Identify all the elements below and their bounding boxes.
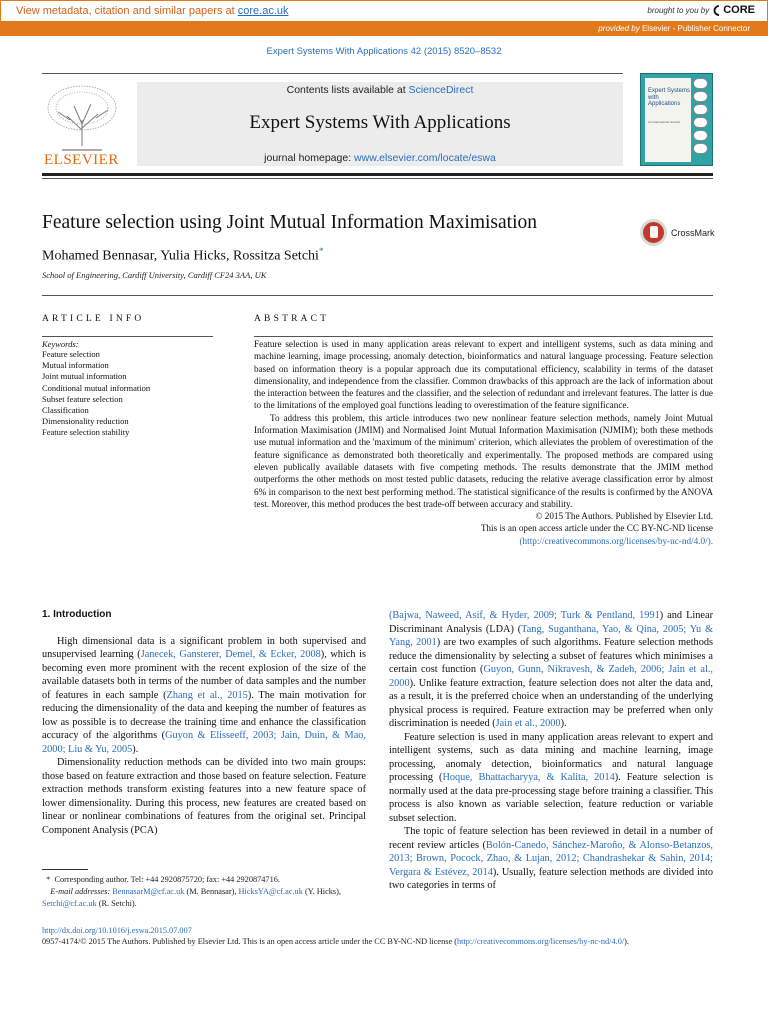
keyword-item: Conditional mutual information — [42, 382, 151, 393]
keyword-list — [42, 349, 150, 439]
body-text: Feature selection is used in many application areas relevant to expert and intelligent systems, such as data mining and machine learning, image processing, anomaly detection, bioinformatics and natural language processing ( — [389, 731, 713, 783]
core-metadata-label: View metadata, citation and similar papers at — [16, 5, 238, 17]
brought-by-label: brought to you by — [647, 5, 710, 15]
abstract-copyright: © 2015 The Authors. Published by Elsevier Ltd. — [535, 511, 713, 522]
email-owner: (M. Bennasar), — [186, 887, 237, 896]
citation-link[interactable]: (Bajwa, Naweed, Asif, & Hyder, 2009; Turk & Pentland, 1991 — [389, 610, 660, 621]
doi-link[interactable]: http://dx.doi.org/10.1016/j.eswa.2015.07.007 — [42, 926, 192, 935]
keyword-item: Feature selection — [42, 349, 100, 359]
journal-cover-thumbnail[interactable] — [640, 73, 713, 166]
email-link[interactable]: BennasarM@cf.ac.uk — [112, 887, 185, 896]
cover-icon — [693, 104, 708, 115]
body-paragraph: Dimensionality reduction methods can be divided into two main groups: those based on feature extraction and those based on feature selection. Feature extraction methods transform existing features into a new feature space of lower dimensionality. During this process, new features are created based on linear or nonlinear combinations of features from the original set. Principal Component Analysis (PCA) — [42, 757, 366, 836]
abstract-paragraph: Feature selection is used in many application areas relevant to expert and intelligent systems, such as data mining and machine learning, image processing, anomaly detection, bioinformatics and natural language processing. Feature selection based on information theory is a popular approach due its computational efficiency, scalability in terms of the dataset dimensionality, and independence from the classifier. Common drawbacks of this approach are the lack of information about the interaction between the features and the classifier, and the selection of redundant and irrelevant features. The latter is due to the limitations of the employed goal functions leading to overestimation of the feature significance. — [254, 339, 713, 411]
author-names: Mohamed Bennasar, Yulia Hicks, Rossitza Setchi — [42, 248, 319, 264]
keyword-item: Classification — [42, 405, 89, 416]
citation-link[interactable]: Tang, Suganthana, Yao, & Qina, 2005; Yu & Yang, 2001 — [389, 623, 713, 648]
keyword-item: Mutual information — [42, 360, 109, 371]
article-info-rule — [42, 336, 213, 337]
abstract-license-link-line — [254, 535, 713, 547]
body-left-column — [42, 606, 366, 837]
license-url-link[interactable]: http://creativecommons.org/licenses/by-nc-nd/4.0/ — [457, 937, 625, 946]
corresponding-author-mark[interactable]: * — [318, 246, 324, 256]
core-logo — [712, 4, 755, 16]
header-thick-rule — [42, 173, 713, 176]
footnote-rule — [42, 869, 88, 870]
header-thin-rule — [42, 178, 713, 179]
header-top-rule — [42, 73, 623, 74]
email-owner: (Y. Hicks), — [304, 887, 341, 896]
abstract-heading: ABSTRACT — [254, 314, 330, 324]
crossmark-icon — [640, 219, 667, 246]
body-text: ). Unlike feature extraction, feature selection does not alter the data and, as a result, it is the preferred choice when an understanding of the underlying physical process is required. Feature extraction may be preferred when only discrimination is needed ( — [389, 677, 713, 729]
core-logo-text: CORE — [723, 4, 755, 16]
email-link[interactable]: Setchi@cf.ac.uk — [42, 899, 97, 908]
body-text: ). The main motivation for reducing the dimensionality of the data and keeping the number of features as low as possible is to decrease the training time and enhance the classification accuracy of the algorithms ( — [42, 689, 366, 741]
elsevier-wordmark: ELSEVIER — [44, 152, 119, 168]
contents-label: Contents lists available at — [286, 84, 409, 96]
keyword-item: Dimensionality reduction — [42, 416, 129, 427]
citation-link[interactable]: Guyon & Elisseeff, 2003; Jain, Duin, & Mao, 2000; Liu & Yu, 2005 — [42, 730, 366, 755]
citation-link[interactable]: Janecek, Gansterer, Demel, & Ecker, 2008 — [140, 649, 321, 660]
cover-icon — [693, 130, 708, 141]
abstract-rule — [254, 336, 713, 337]
footnote — [42, 874, 366, 910]
keyword-item: Subset feature selection — [42, 393, 123, 404]
body-text: High dimensional data is a significant problem in both supervised and unsupervised learning ( — [42, 635, 366, 660]
citation-link[interactable]: Zhang et al., 2015 — [166, 689, 248, 701]
core-provider-strip — [0, 22, 768, 36]
body-text: ). Usually, feature selection methods are divided into two categories in terms of — [389, 866, 713, 891]
core-metadata-text — [16, 5, 289, 17]
provider-link[interactable]: Elsevier - Publisher Connector — [641, 24, 750, 33]
homepage-label: journal homepage: — [264, 152, 355, 164]
citation-link[interactable]: Guyon, Gunn, Nikravesh, & Zadeh, 2006; Jain et al., 2000 — [389, 664, 713, 689]
core-logo-icon — [712, 5, 721, 16]
footnote-corresponding — [42, 874, 366, 886]
article-info-heading: ARTICLE INFO — [42, 314, 145, 324]
cover-icon — [693, 117, 708, 128]
homepage-line — [137, 152, 623, 164]
body-text: ). — [560, 718, 567, 729]
abstract-license: This is an open access article under the CC BY-NC-ND license — [480, 523, 713, 534]
issn-line — [42, 937, 629, 946]
email-owner: (R. Setchi). — [98, 899, 137, 908]
cover-icon — [693, 91, 708, 102]
body-paragraph — [389, 825, 713, 893]
journal-title: Expert Systems With Applications — [249, 112, 511, 133]
cover-panel — [645, 78, 691, 162]
sciencedirect-link[interactable]: ScienceDirect — [408, 84, 474, 96]
issn-text: 0957-4174/© 2015 The Authors. Published by Elsevier Ltd. This is an open access article under the CC BY-NC-ND license ( — [42, 937, 458, 946]
body-text: The topic of feature selection has been reviewed in detail in a number of recent review articles ( — [389, 826, 713, 851]
cover-subtitle: An International Journal — [648, 120, 680, 124]
keywords-label: Keywords: — [42, 339, 79, 349]
provided-by — [598, 24, 750, 33]
homepage-link[interactable]: www.elsevier.com/locate/eswa — [354, 152, 496, 164]
body-right-column — [389, 609, 713, 893]
footnote-text: Corresponding author. Tel: +44 2920875720; fax: +44 2920874716. — [54, 875, 280, 884]
contents-line — [137, 84, 623, 96]
cover-icon-column — [693, 78, 710, 156]
affiliation: School of Engineering, Cardiff University, Cardiff CF24 3AA, UK — [42, 270, 267, 280]
cover-icon — [693, 143, 708, 154]
journal-reference[interactable]: Expert Systems With Applications 42 (2015) 8520–8532 — [266, 46, 502, 57]
issn-end: ). — [624, 937, 629, 946]
article-title: Feature selection using Joint Mutual Information Maximisation — [42, 212, 538, 233]
body-text: ) are two examples of such algorithms. Feature selection methods reduce the dimensionality by selecting a subset of features which minimises a certain cost function ( — [389, 637, 714, 675]
core-banner — [0, 0, 768, 22]
section-heading: 1. Introduction — [42, 609, 112, 620]
body-text: ). — [132, 743, 139, 755]
email-label: E-mail addresses: — [50, 887, 111, 896]
license-link[interactable]: (http://creativecommons.org/licenses/by-nc-nd/4.0/). — [519, 535, 713, 546]
keyword-item: Joint mutual information — [42, 371, 127, 382]
body-paragraph — [42, 635, 366, 757]
citation-link[interactable]: Jain et al., 2000 — [495, 718, 561, 729]
body-text: ) and Linear Discriminant Analysis (LDA) ( — [389, 610, 713, 635]
citation-link[interactable]: Bolón-Canedo, Sánchez-Maroño, & Alonso-Betanzos, 2013; Brown, Pocock, Zhao, & Lujan, 2012; Chandrashekar & Sahin, 2014; Vergara & Estévez, 2014 — [389, 839, 713, 878]
journal-header-box — [137, 82, 623, 166]
footnote-mark: * — [46, 875, 51, 884]
cover-title: Expert Systems with Applications — [648, 88, 691, 107]
body-text: ). Feature selection is normally used at the data pre-processing stage before training a classifier. This process is also known as variable selection, feature reduction or variable subset selection. — [389, 772, 714, 824]
author-list — [42, 246, 323, 265]
footnote-emails — [42, 886, 366, 910]
body-paragraph — [389, 731, 713, 826]
core-link[interactable]: core.ac.uk — [237, 5, 289, 17]
crossmark-label: CrossMark — [671, 227, 715, 238]
keyword-item: Feature selection stability — [42, 427, 130, 438]
abstract-paragraph: To address this problem, this article introduces two new nonlinear feature selection methods, namely Joint Mutual Information Maximisation (JMIM) and Normalised Joint Mutual Information Maximisation (NJMIM); both these methods use mutual information and the 'maximum of the minimum' criterion, which alleviates the problem of overestimation of the feature significance as demonstrated both theoretically and experimentally. The proposed methods are compared using eleven publically available datasets with five competing methods. The results demonstrate that the JMIM method outperforms the other methods on most tested public datasets, reducing the relative average classification error by almost 6% in comparison to the next best performing method. The statistical significance of the results is confirmed by the ANOVA test. Moreover, this method produces the best trade-off between accuracy and stability. — [254, 412, 713, 509]
crossmark-badge[interactable] — [640, 219, 715, 246]
provided-by-label: provided by — [598, 24, 640, 33]
abstract-body — [254, 338, 713, 547]
citation-link[interactable]: Hoque, Bhattacharyya, & Kalita, 2014 — [442, 772, 615, 783]
title-separator-rule — [42, 295, 713, 296]
core-brought-by[interactable] — [647, 4, 755, 16]
email-link[interactable]: HicksYA@cf.ac.uk — [238, 887, 303, 896]
cover-icon — [693, 78, 708, 89]
body-paragraph — [389, 609, 713, 731]
body-text: ), which is becoming even more prominent with the recent explosion of the size of the available datasets both in terms of the number of data samples and the number of features in each sample ( — [42, 649, 366, 701]
